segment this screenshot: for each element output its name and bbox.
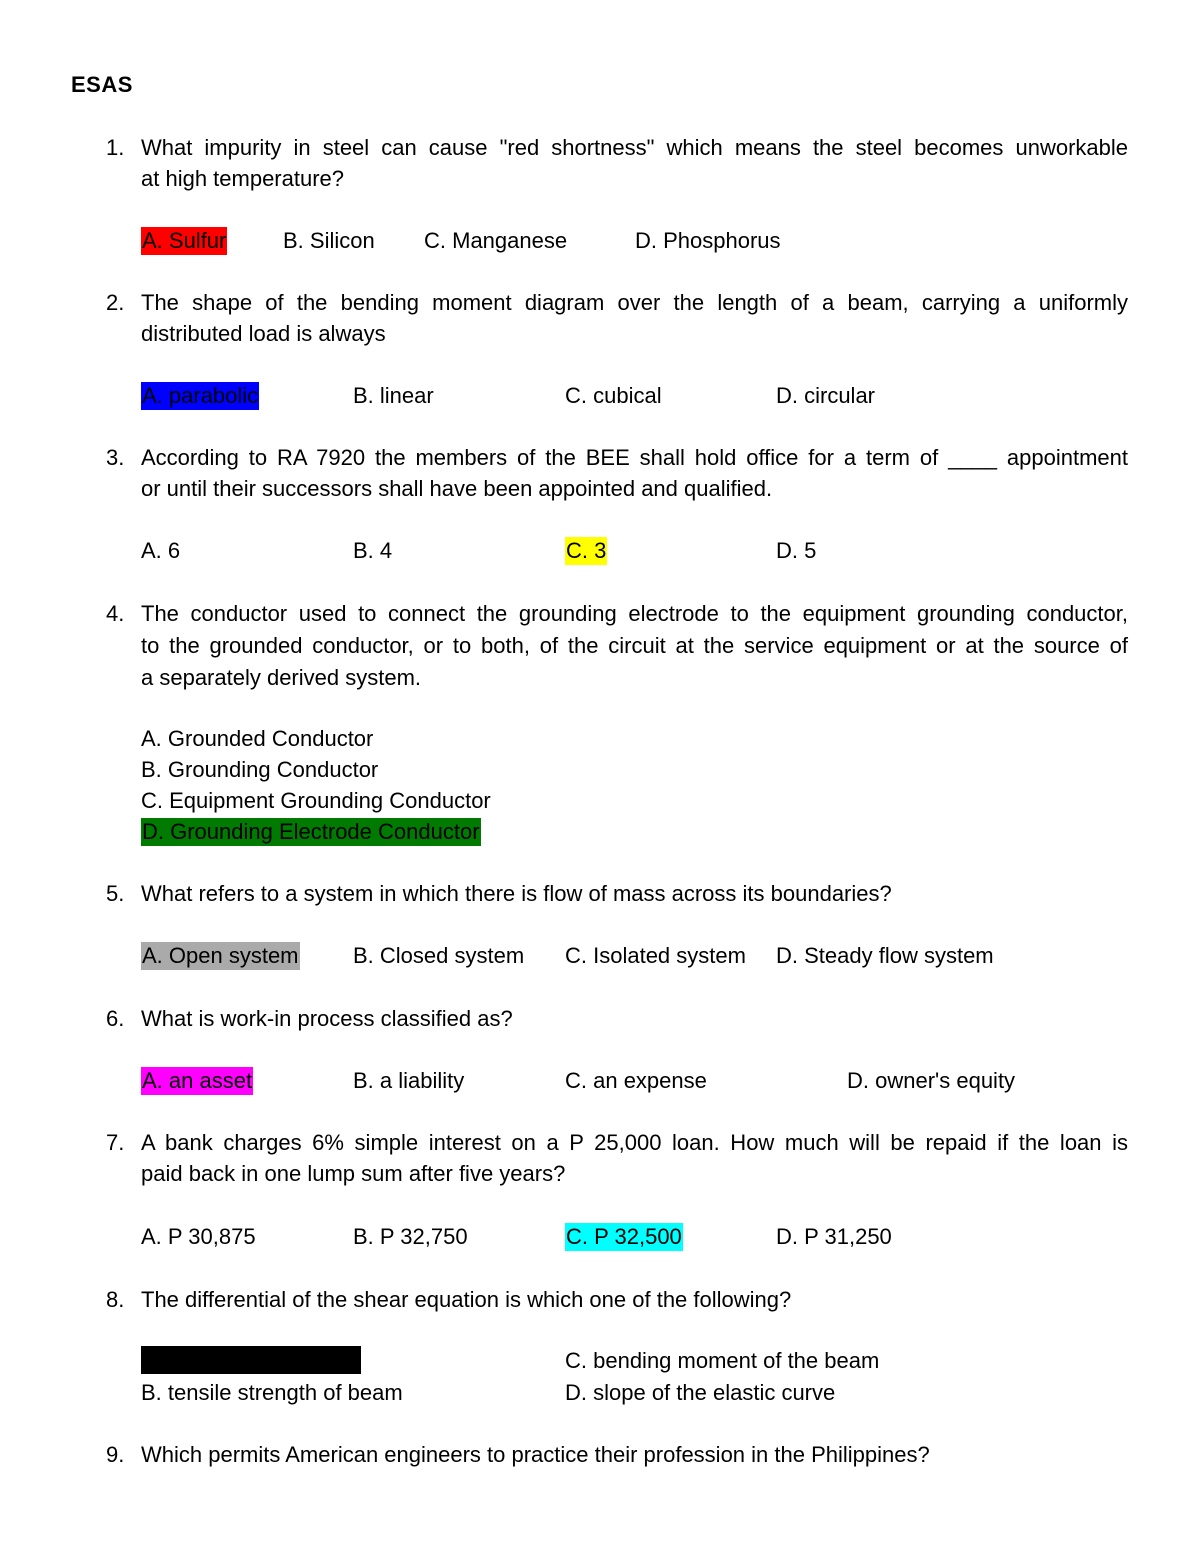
option-d: D. 5: [776, 538, 817, 563]
option-a-correct: [141, 1067, 253, 1095]
option-c: C. cubical: [565, 383, 662, 408]
question-text-line: The shape of the bending moment diagram over the length of a beam, carrying a uniformly: [141, 290, 1128, 315]
option-a: A. 6: [141, 538, 181, 563]
answer-highlight-yellow: C. 3: [566, 538, 607, 563]
option-a-correct: [141, 942, 300, 970]
question-text-line: The differential of the shear equation is which one of the following?: [141, 1287, 792, 1312]
answer-highlight-magenta: A. an asset: [142, 1068, 253, 1093]
option-a-correct: [141, 382, 259, 410]
option-d: D. owner's equity: [847, 1068, 1016, 1093]
question-text-line: What is work-in process classified as?: [141, 1006, 513, 1031]
option-b: B. a liability: [353, 1068, 465, 1093]
question-text-line: or until their successors shall have been appointed and qualified.: [141, 476, 773, 501]
question-number: 5.: [106, 881, 125, 906]
option-d: D. Phosphorus: [635, 228, 781, 253]
option-b: B. P 32,750: [353, 1224, 468, 1249]
option-a: A. P 30,875: [141, 1224, 256, 1249]
option-a-redacted-highlight: [141, 1346, 361, 1374]
option-c: C. bending moment of the beam: [565, 1348, 880, 1373]
option-c-correct: [565, 1223, 683, 1251]
question-number: 8.: [106, 1287, 125, 1312]
option-d: D. Steady flow system: [776, 943, 994, 968]
option-d-correct: [141, 818, 481, 846]
question-text-line: What impurity in steel can cause "red shortness" which means the steel becomes unworkable: [141, 135, 1128, 160]
answer-highlight-cyan: C. P 32,500: [566, 1224, 682, 1249]
answer-highlight-blue: A. parabolic: [142, 383, 259, 408]
option-b: B. linear: [353, 383, 434, 408]
option-b: B. Closed system: [353, 943, 525, 968]
question-text-line: distributed load is always: [141, 321, 386, 346]
option-c: C. Equipment Grounding Conductor: [141, 788, 491, 813]
question-number: 3.: [106, 445, 125, 470]
question-number: 1.: [106, 135, 125, 160]
option-b: B. Silicon: [283, 228, 375, 253]
question-number: 7.: [106, 1130, 125, 1155]
question-number: 2.: [106, 290, 125, 315]
question-text-line: a separately derived system.: [141, 665, 422, 690]
question-number: 4.: [106, 601, 125, 626]
option-c: C. Isolated system: [565, 943, 746, 968]
answer-highlight-green: D. Grounding Electrode Conductor: [142, 819, 480, 844]
question-text-line: What refers to a system in which there is flow of mass across its boundaries?: [141, 881, 892, 906]
option-c: C. an expense: [565, 1068, 707, 1093]
option-c-correct: [565, 537, 607, 565]
question-text-line: paid back in one lump sum after five years?: [141, 1161, 566, 1186]
question-number: 9.: [106, 1442, 125, 1467]
option-b: B. 4: [353, 538, 393, 563]
answer-highlight-red: A. Sulfur: [142, 228, 227, 253]
answer-highlight-gray: A. Open system: [142, 943, 299, 968]
question-text-line: at high temperature?: [141, 166, 345, 191]
option-b: B. Grounding Conductor: [141, 757, 379, 782]
option-d: D. circular: [776, 383, 876, 408]
question-number: 6.: [106, 1006, 125, 1031]
option-a: A. Grounded Conductor: [141, 726, 374, 751]
option-c: C. Manganese: [424, 228, 568, 253]
question-text-line: The conductor used to connect the grounding electrode to the equipment grounding conductor,: [141, 601, 1128, 626]
document-heading: ESAS: [71, 72, 133, 97]
option-a-correct: [141, 227, 227, 255]
question-text-line: Which permits American engineers to practice their profession in the Philippines?: [141, 1442, 930, 1467]
option-d: D. P 31,250: [776, 1224, 892, 1249]
question-text-line: According to RA 7920 the members of the BEE shall hold office for a term of ____ appointment: [141, 445, 1128, 470]
option-d: D. slope of the elastic curve: [565, 1380, 836, 1405]
question-text-line: A bank charges 6% simple interest on a P 25,000 loan. How much will be repaid if the loan is: [141, 1130, 1128, 1155]
option-b: B. tensile strength of beam: [141, 1380, 403, 1405]
question-text-line: to the grounded conductor, or to both, of the circuit at the service equipment or at the source of: [141, 633, 1128, 658]
